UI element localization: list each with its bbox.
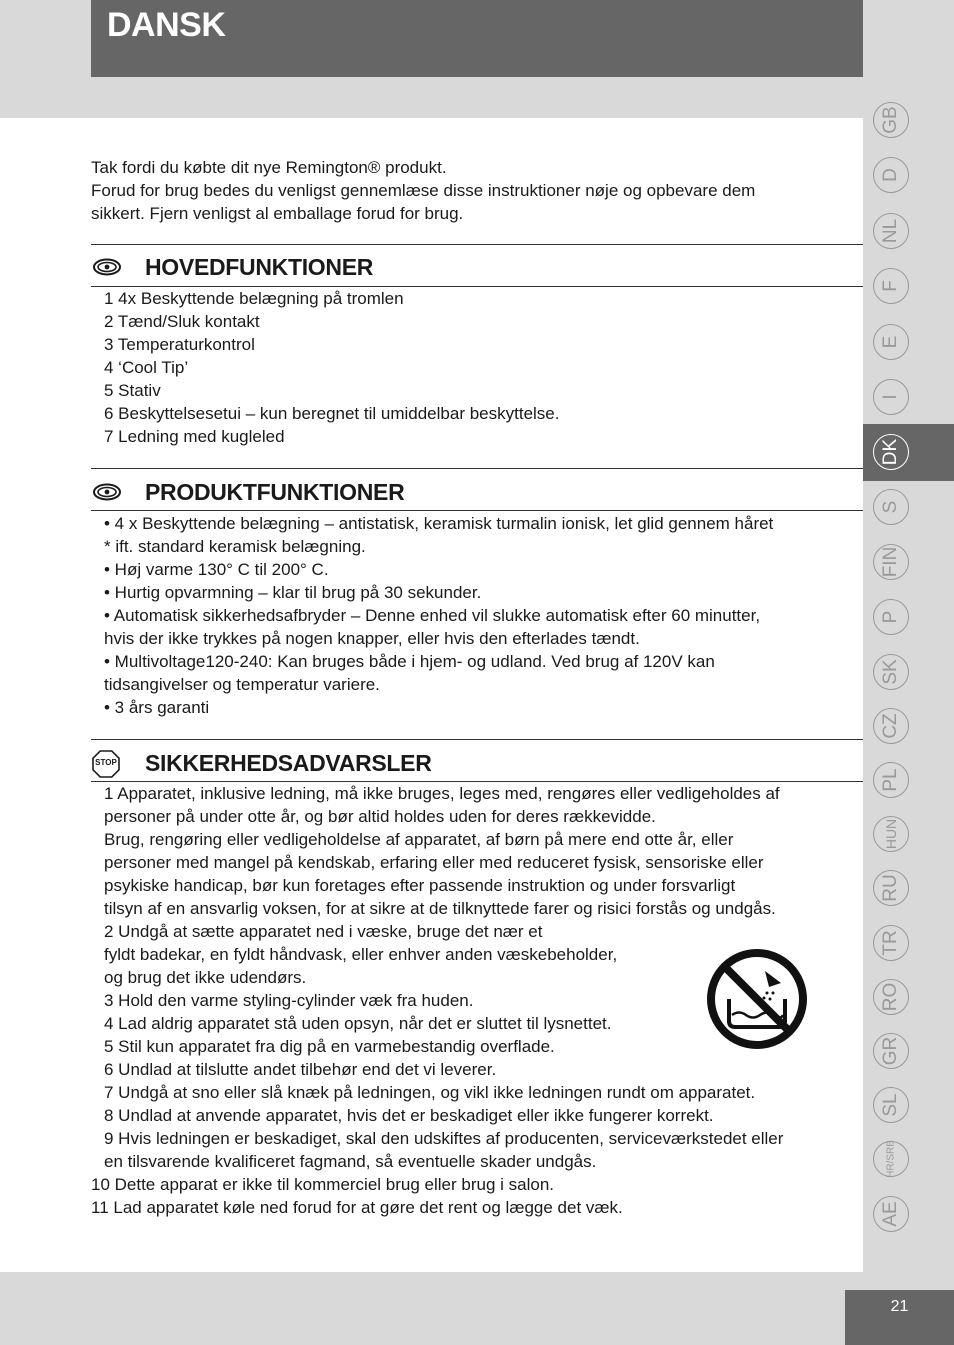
tab-hr-srb[interactable]: HR/SRB [873,1141,909,1177]
tab-pl[interactable]: PL [873,762,909,798]
list-item: * ift. standard keramisk belægning. [104,537,366,556]
list-item: 1 Apparatet, inklusive ledning, må ikke bruges, leges med, rengøres eller vedligeholdes af [104,784,780,803]
stop-icon [92,750,120,778]
intro-text [91,156,755,225]
list-item: 1 4x Beskyttende belægning på tromlen [104,289,404,308]
page-number: 21 [890,1298,909,1315]
list-item: tidsangivelser og temperatur variere. [104,675,380,694]
list-item: 6 Undlad at tilslutte andet tilbehør end det vi leverer. [104,1060,497,1079]
list-item: tilsyn af en ansvarlig voksen, for at sikre at de tilknyttede farer og risici forstås og undgås. [104,899,776,918]
list-item: personer med mangel på kendskab, erfaring eller med reduceret fysisk, sensoriske eller [104,853,764,872]
tab-nl[interactable]: NL [873,213,909,249]
tab-s[interactable]: S [873,489,909,525]
list-item: 3 Temperaturkontrol [104,335,255,354]
list-item: en tilsvarende kvalificeret fagmand, så eventuelle skader undgås. [104,1152,597,1171]
section-title-hovedfunktioner: HOVEDFUNKTIONER [145,254,374,280]
tab-ru[interactable]: RU [873,870,909,906]
intro-line: sikkert. Fjern venligst al emballage forud for brug. [91,204,464,223]
list-item: 7 Undgå at sno eller slå knæk på ledningen, og vikl ikke ledningen rundt om apparatet. [104,1083,756,1102]
tab-dk[interactable]: DK [873,434,909,470]
list-item: 2 Undgå at sætte apparatet ned i væske, bruge det nær et [104,922,543,941]
tab-cz[interactable]: CZ [873,708,909,744]
no-water-warning-icon [707,949,807,1049]
warning-list [91,782,784,1219]
list-item: 8 Undlad at anvende apparatet, hvis det er beskadiget eller ikke fungerer korrekt. [104,1106,714,1125]
list-item: 4 Lad aldrig apparatet stå uden opsyn, når det er sluttet til lysnettet. [104,1014,612,1033]
list-item: personer på under otte år, og bør altid holdes uden for deres rækkevidde. [104,807,656,826]
list-item: 5 Stativ [104,381,161,400]
tab-hun[interactable]: HUN [873,816,909,852]
feature-list [104,287,559,448]
eye-icon [92,256,122,278]
section-rule [91,468,863,469]
list-item: 7 Ledning med kugleled [104,427,285,446]
list-item: • Multivoltage120-240: Kan bruges både i hjem- og udland. Ved brug af 120V kan [104,652,715,671]
list-item: • 3 års garanti [104,698,210,717]
list-item: hvis der ikke trykkes på nogen knapper, eller hvis den efterlades tændt. [104,629,640,648]
page-title: DANSK [107,6,226,44]
eye-icon [92,481,122,503]
list-item: 11 Lad apparatet køle ned forud for at gøre det rent og lægge det væk. [91,1198,623,1217]
list-item: fyldt badekar, en fyldt håndvask, eller enhver anden væskebeholder, [104,945,618,964]
tab-i[interactable]: I [873,379,909,415]
intro-line: Forud for brug bedes du venligst gennemlæse disse instruktioner nøje og opbevare dem [91,181,756,200]
tab-sk[interactable]: SK [873,654,909,690]
list-item: 9 Hvis ledningen er beskadiget, skal den udskiftes af producenten, serviceværkstedet eller [104,1129,784,1148]
tab-gb[interactable]: GB [873,102,909,138]
section-title-sikkerhedsadvarsler: SIKKERHEDSADVARSLER [145,750,432,776]
tab-gr[interactable]: GR [873,1033,909,1069]
tab-f[interactable]: F [873,268,909,304]
tab-tr[interactable]: TR [873,925,909,961]
list-item: psykiske handicap, bør kun foretages efter passende instruktion og under forsvarligt [104,876,736,895]
tab-d[interactable]: D [873,157,909,193]
intro-line: Tak fordi du købte dit nye Remington® produkt. [91,158,447,177]
tab-ae[interactable]: AE [873,1196,909,1232]
list-item: 6 Beskyttelsesetui – kun beregnet til umiddelbar beskyttelse. [104,404,560,423]
stop-label: STOP [95,758,117,767]
list-item: • Automatisk sikkerhedsafbryder – Denne enhed vil slukke automatisk efter 60 minutter, [104,606,761,625]
tab-fin[interactable]: FIN [873,544,909,580]
list-item: 4 ‘Cool Tip’ [104,358,189,377]
tab-sl[interactable]: SL [873,1087,909,1123]
tab-e[interactable]: E [873,324,909,360]
section-rule [91,739,863,740]
product-feature-list [104,512,773,719]
section-title-produktfunktioner: PRODUKTFUNKTIONER [145,479,405,505]
list-item: 3 Hold den varme styling-cylinder væk fra huden. [104,991,474,1010]
list-item: • Høj varme 130° C til 200° C. [104,560,329,579]
list-item: 5 Stil kun apparatet fra dig på en varmebestandig overflade. [104,1037,555,1056]
tab-p[interactable]: P [873,599,909,635]
section-rule [91,510,863,511]
language-tabs [863,96,954,1246]
header-bar [91,0,863,77]
list-item: • Hurtig opvarmning – klar til brug på 30 sekunder. [104,583,482,602]
tab-ro[interactable]: RO [873,979,909,1015]
footer-band [337,1272,863,1345]
list-item: og brug det ikke udendørs. [104,968,307,987]
list-item: Brug, rengøring eller vedligeholdelse af apparatet, af børn på mere end otte år, eller [104,830,734,849]
list-item: • 4 x Beskyttende belægning – antistatisk, keramisk turmalin ionisk, let glid gennem håret [104,514,774,533]
page-number-box [845,1290,954,1345]
list-item: 10 Dette apparat er ikke til kommerciel brug eller brug i salon. [91,1175,554,1194]
list-item: 2 Tænd/Sluk kontakt [104,312,260,331]
section-rule [91,244,863,245]
